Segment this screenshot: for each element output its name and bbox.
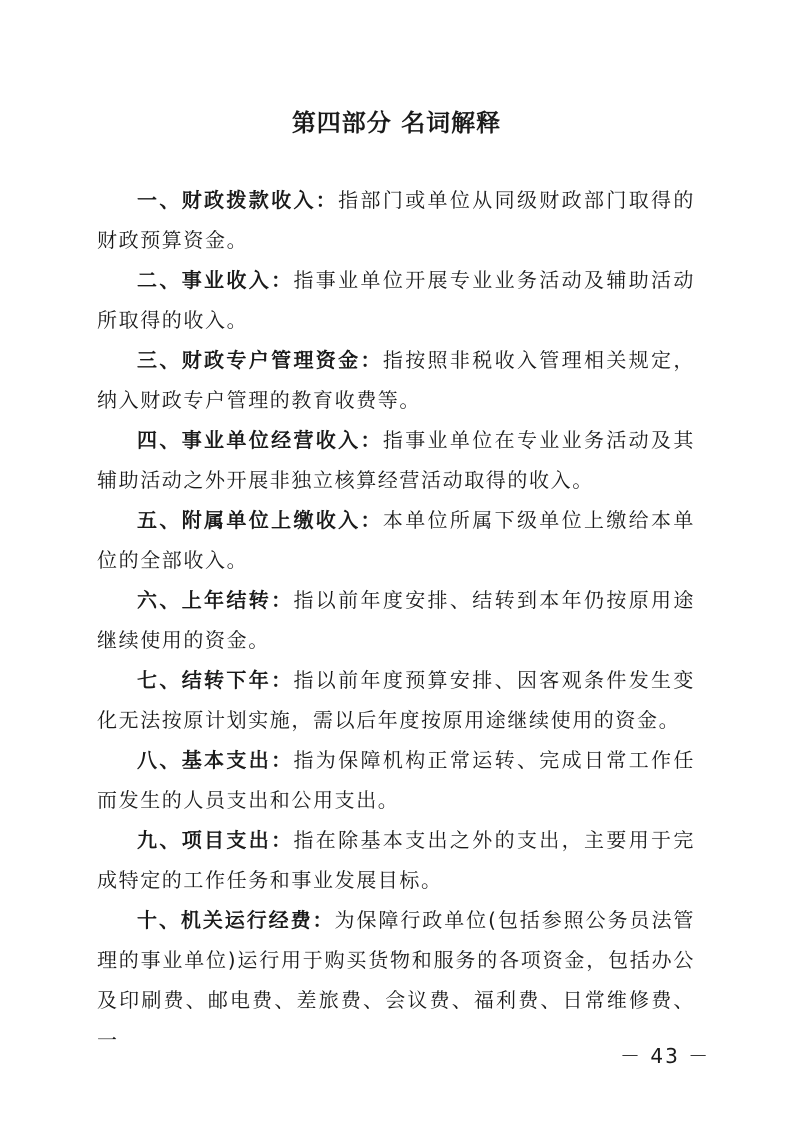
paragraph-agency-operating-expenses xyxy=(97,900,695,1060)
paragraph-carryover-to-next-year xyxy=(97,660,695,740)
term-label: 六、上年结转： xyxy=(137,588,294,612)
page-title: 第四部分 名词解释 xyxy=(291,108,502,137)
paragraph-fiscal-appropriation-income xyxy=(97,180,695,260)
paragraph-carryover-from-previous-year xyxy=(97,580,695,660)
term-definition: 指事业单位开展专业业务活动及辅助活动所取得的收入。 xyxy=(97,268,695,332)
paragraph-affiliated-unit-income xyxy=(97,500,695,580)
paragraph-operating-income xyxy=(97,420,695,500)
term-label: 一、财政拨款收入： xyxy=(137,188,339,212)
term-definition: 指以前年度预算安排、因客观条件发生变化无法按原计划实施，需以后年度按原用途继续使用的资金。 xyxy=(97,668,695,732)
term-label: 七、结转下年： xyxy=(137,668,294,692)
term-label: 五、附属单位上缴收入： xyxy=(137,508,383,532)
paragraph-business-income xyxy=(97,260,695,340)
term-definition: 指按照非税收入管理相关规定，纳入财政专户管理的教育收费等。 xyxy=(97,348,695,412)
paragraph-project-expenditure xyxy=(97,820,695,900)
term-definition: 指在除基本支出之外的支出，主要用于完成特定的工作任务和事业发展目标。 xyxy=(97,828,695,892)
term-definition: 指以前年度安排、结转到本年仍按原用途继续使用的资金。 xyxy=(97,588,695,652)
term-label: 八、基本支出： xyxy=(137,748,294,772)
term-label: 十、机关运行经费： xyxy=(137,908,335,932)
term-label: 九、项目支出： xyxy=(137,828,294,852)
term-definition: 指部门或单位从同级财政部门取得的财政预算资金。 xyxy=(97,188,695,252)
term-label: 四、事业单位经营收入： xyxy=(137,428,383,452)
page-number: － 43 － xyxy=(620,1044,711,1068)
paragraph-special-account-funds xyxy=(97,340,695,420)
document-body xyxy=(97,180,695,1060)
term-definition: 指为保障机构正常运转、完成日常工作任而发生的人员支出和公用支出。 xyxy=(97,748,695,812)
term-definition: 本单位所属下级单位上缴给本单位的全部收入。 xyxy=(97,508,695,572)
term-label: 三、财政专户管理资金： xyxy=(137,348,383,372)
term-definition: 指事业单位在专业业务活动及其辅助活动之外开展非独立核算经营活动取得的收入。 xyxy=(97,428,695,492)
paragraph-basic-expenditure xyxy=(97,740,695,820)
term-definition: 为保障行政单位(包括参照公务员法管理的事业单位)运行用于购买货物和服务的各项资金，包括办公及印刷费、邮电费、差旅费、会议费、福利费、日常维修费、一 xyxy=(97,908,695,1052)
term-label: 二、事业收入： xyxy=(137,268,294,292)
